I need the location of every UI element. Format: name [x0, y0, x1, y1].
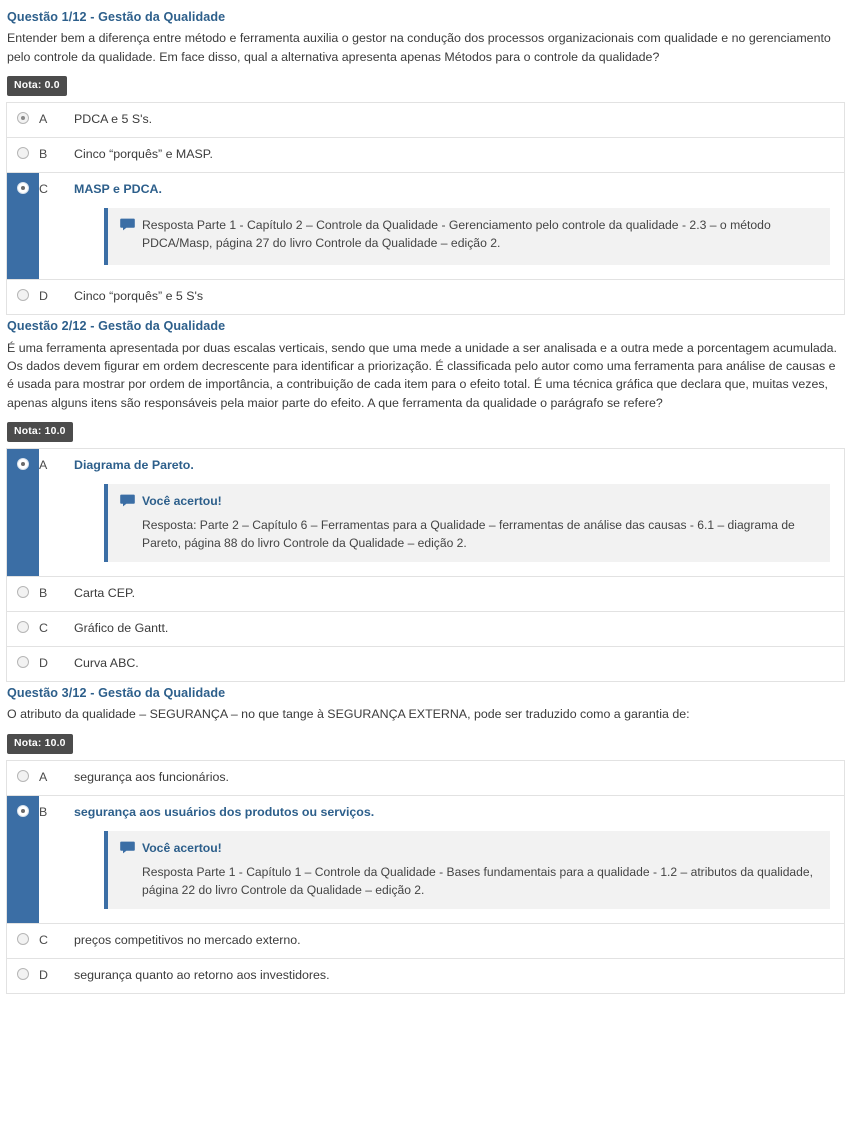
answer-radio[interactable]	[17, 770, 29, 782]
answer-selection-bar	[7, 959, 39, 993]
grade-badge: Nota: 0.0	[7, 76, 67, 96]
answer-text: Cinco “porquês” e 5 S's	[74, 289, 204, 304]
answer-selection-bar	[7, 173, 39, 279]
answer-option-a[interactable]	[7, 103, 844, 138]
answer-option-c[interactable]	[7, 173, 844, 280]
answer-radio[interactable]	[17, 621, 29, 633]
feedback-heading: Você acertou!	[142, 494, 222, 509]
answer-letter: A	[39, 769, 48, 784]
question-statement: Entender bem a diferença entre método e ferramenta auxilia o gestor na condução dos processos organizacionais com qualidade e no gerenciamento pelo controle da qualidade. Em face disso, qual a alternativa apresenta apenas Métodos para o controle da qualidade?	[7, 31, 831, 64]
answer-body	[72, 449, 844, 576]
grade-badge: Nota: 10.0	[7, 734, 73, 754]
answer-body	[72, 173, 844, 279]
answer-option-b[interactable]	[7, 577, 844, 612]
question-statement: O atributo da qualidade – SEGURANÇA – no que tange à SEGURANÇA EXTERNA, pode ser traduzido como a garantia de:	[7, 707, 690, 722]
answer-selection-bar	[7, 924, 39, 958]
question-statement: É uma ferramenta apresentada por duas escalas verticais, sendo que uma mede a unidade a ser analisada e a outra mede a porcentagem acumulada. Os dados devem figurar em ordem decrescente para identificar a priorização. É classificada pelo autor como uma ferramenta para análise de causas e é usada para mostrar por ordem de importância, a contribuição de cada item para o efeito total. É uma técnica gráfica que declara que, muitas vezes, apenas alguns itens são responsáveis pela maior parte do efeito. A que ferramenta da qualidade o parágrafo se refere?	[7, 340, 837, 410]
answer-text: segurança aos usuários dos produtos ou serviços.	[74, 804, 375, 819]
answer-body	[72, 796, 844, 923]
answer-letter: C	[39, 932, 48, 947]
answer-text: Carta CEP.	[74, 586, 136, 601]
answer-feedback	[104, 208, 830, 265]
answer-letter: A	[39, 112, 48, 127]
question-title: Questão 2/12 - Gestão da Qualidade	[7, 319, 226, 334]
answer-option-a[interactable]	[7, 449, 844, 577]
answer-body	[72, 612, 844, 646]
answer-option-a[interactable]	[7, 761, 844, 796]
feedback-header	[120, 217, 818, 252]
answer-body	[72, 647, 844, 681]
answer-selection-bar	[7, 103, 39, 137]
answer-text: Diagrama de Pareto.	[74, 458, 194, 473]
answer-text: segurança aos funcionários.	[74, 769, 229, 784]
answer-body	[72, 959, 844, 993]
answer-option-b[interactable]	[7, 796, 844, 924]
answer-letter: A	[39, 458, 48, 473]
answer-feedback	[104, 484, 830, 562]
answer-selection-bar	[7, 138, 39, 172]
feedback-header	[120, 493, 818, 513]
feedback-header	[120, 840, 818, 860]
answer-body	[72, 138, 844, 172]
answer-option-d[interactable]	[7, 959, 844, 994]
answer-letter: B	[39, 804, 48, 819]
answer-selection-bar	[7, 796, 39, 923]
question-title: Questão 1/12 - Gestão da Qualidade	[7, 10, 226, 24]
question-block	[6, 8, 845, 315]
answer-radio[interactable]	[17, 805, 29, 817]
answer-radio[interactable]	[17, 933, 29, 945]
answer-radio[interactable]	[17, 182, 29, 194]
answer-letter: B	[39, 586, 48, 601]
answer-text: PDCA e 5 S's.	[74, 112, 153, 127]
answer-selection-bar	[7, 612, 39, 646]
answer-text: Cinco “porquês” e MASP.	[74, 147, 213, 162]
answer-letter: B	[39, 147, 48, 162]
answer-letter: C	[39, 621, 48, 636]
answer-body	[72, 577, 844, 611]
answer-selection-bar	[7, 761, 39, 795]
answer-radio[interactable]	[17, 458, 29, 470]
answer-radio[interactable]	[17, 586, 29, 598]
feedback-body: Resposta: Parte 2 – Capítulo 6 – Ferramentas para a Qualidade – ferramentas de análise das causas - 6.1 – diagrama de Pareto, página 88 do livro Controle da Qualidade – edição 2.	[142, 517, 795, 551]
answer-letter: D	[39, 289, 48, 304]
answer-radio[interactable]	[17, 289, 29, 301]
feedback-heading: Você acertou!	[142, 840, 222, 855]
answer-body	[72, 280, 844, 314]
answer-selection-bar	[7, 280, 39, 314]
answer-radio[interactable]	[17, 147, 29, 159]
answer-radio[interactable]	[17, 656, 29, 668]
questions-container	[6, 8, 845, 994]
feedback-body: Resposta Parte 1 - Capítulo 1 – Controle da Qualidade - Bases fundamentais para a qualidade - 1.2 – atributos da qualidade, página 22 do livro Controle da Qualidade – edição 2.	[142, 864, 813, 897]
answer-option-d[interactable]	[7, 280, 844, 315]
answer-text: segurança quanto ao retorno aos investidores.	[74, 967, 330, 982]
answer-text: Gráfico de Gantt.	[74, 621, 169, 636]
answer-body	[72, 924, 844, 958]
answer-list	[6, 760, 845, 994]
answer-radio[interactable]	[17, 112, 29, 124]
question-block	[6, 317, 845, 682]
answer-option-b[interactable]	[7, 138, 844, 173]
answer-option-c[interactable]	[7, 924, 844, 959]
answer-letter: D	[39, 967, 48, 982]
answer-selection-bar	[7, 577, 39, 611]
answer-text: Curva ABC.	[74, 656, 139, 671]
answer-list	[6, 448, 845, 682]
comment-icon	[120, 494, 135, 513]
answer-radio[interactable]	[17, 968, 29, 980]
answer-body	[72, 761, 844, 795]
grade-badge: Nota: 10.0	[7, 422, 73, 442]
comment-icon	[120, 841, 135, 860]
answer-selection-bar	[7, 647, 39, 681]
answer-feedback	[104, 831, 830, 909]
feedback-heading: Resposta Parte 1 - Capítulo 2 – Controle da Qualidade - Gerenciamento pelo controle da qualidade - 2.3 – o método PDCA/Masp, página 27 do livro Controle da Qualidade – edição 2.	[142, 218, 771, 250]
comment-icon	[120, 218, 135, 237]
answer-letter: C	[39, 182, 48, 197]
answer-list	[6, 102, 845, 315]
answer-text: MASP e PDCA.	[74, 182, 162, 197]
answer-letter: D	[39, 656, 48, 671]
answer-selection-bar	[7, 449, 39, 576]
answer-option-d[interactable]	[7, 647, 844, 682]
answer-text: preços competitivos no mercado externo.	[74, 932, 301, 947]
question-block	[6, 684, 845, 994]
question-title: Questão 3/12 - Gestão da Qualidade	[7, 686, 226, 701]
answer-option-c[interactable]	[7, 612, 844, 647]
answer-body	[72, 103, 844, 137]
